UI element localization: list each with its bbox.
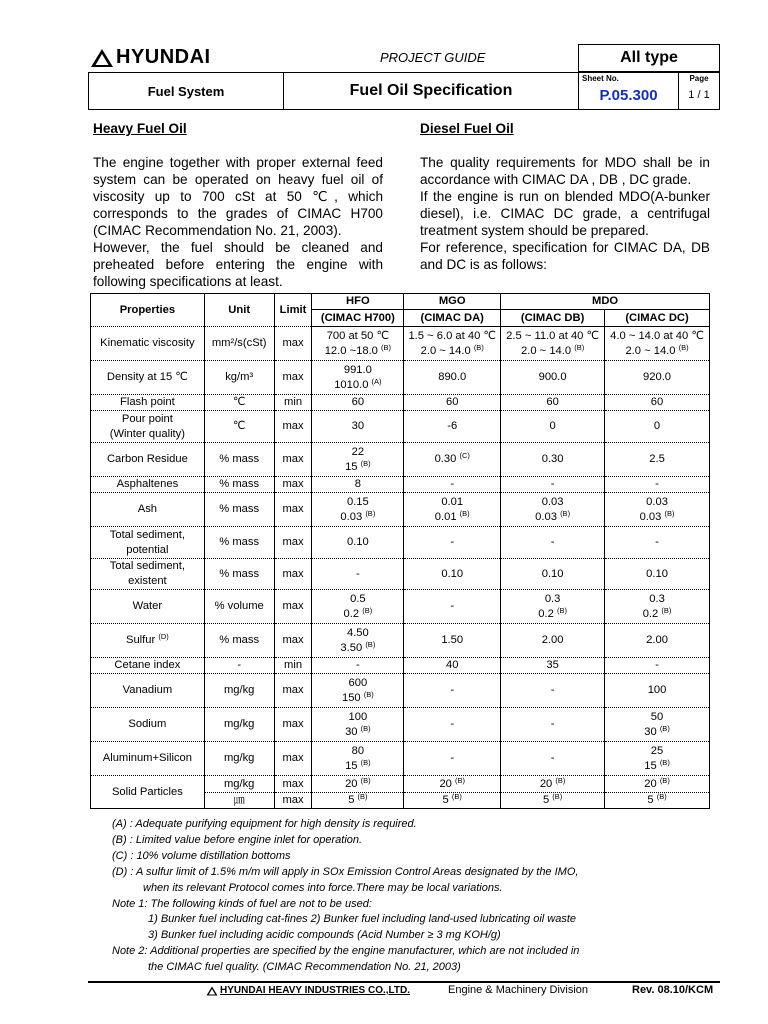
row-limit: min [274, 395, 312, 411]
page-number: 1 / 1 [688, 89, 710, 101]
row-unit: % mass [204, 493, 274, 527]
cell-db: 0.10 [501, 559, 605, 590]
cell-hfo: 600 150 $^{(B)}$ [312, 674, 404, 708]
row-limit: max [274, 443, 312, 477]
cell-mgo: 1.50 [404, 624, 501, 658]
table-row [91, 527, 710, 559]
cell-hfo: 30 [312, 411, 404, 443]
row-limit: max [274, 708, 312, 742]
row-unit: mg/kg [204, 674, 274, 708]
cell-dc: - [605, 527, 710, 559]
cell-mgo: 5 $^{(B)}$ [404, 793, 501, 809]
cell-db: 900.0 [501, 361, 605, 395]
row-limit: max [274, 624, 312, 658]
cell-db: - [501, 527, 605, 559]
cell-hfo: 60 [312, 395, 404, 411]
page-label: Page [689, 74, 709, 83]
cell-dc: 2.00 [605, 624, 710, 658]
footer-division: Engine & Machinery Division [448, 984, 589, 996]
cell-hfo: 22 15 $^{(B)}$ [312, 443, 404, 477]
sheet-number: P.05.300 [599, 87, 658, 104]
cell-dc: - [605, 658, 710, 674]
hyundai-triangle-icon [90, 48, 114, 68]
cell-mgo: 0.10 [404, 559, 501, 590]
header-limit: Limit [274, 294, 312, 327]
cell-mgo: - [404, 742, 501, 776]
header-mgo: MGO [404, 294, 501, 310]
heavy-fuel-oil-heading: Heavy Fuel Oil [93, 121, 187, 136]
cell-db: 20 $^{(B)}$ [501, 776, 605, 793]
row-unit: - [204, 658, 274, 674]
row-unit: % mass [204, 559, 274, 590]
cell-mgo: - [404, 527, 501, 559]
cell-dc: 2.5 [605, 443, 710, 477]
row-unit: ℃ [204, 395, 274, 411]
header-dc-grade: (CIMAC DC) [605, 310, 710, 327]
note-1-item-b: 3) Bunker fuel including acidic compounds (Acid Number ≥ 3 mg KOH/g) [148, 929, 501, 942]
table-row [91, 776, 710, 793]
cell-db: 0.03 0.03 $^{(B)}$ [501, 493, 605, 527]
cell-db: - [501, 742, 605, 776]
company-name: HYUNDAI HEAVY INDUSTRIES CO.,LTD. [220, 985, 411, 996]
cell-db: 0 [501, 411, 605, 443]
mdo-paragraph-1: The quality requirements for MDO shall be in accordance with CIMAC DA , DB , DC grade. [420, 155, 710, 187]
cell-dc: 60 [605, 395, 710, 411]
row-limit: max [274, 559, 312, 590]
row-property: Cetane index [91, 658, 205, 674]
note-a: (A) : Adequate purifying equipment for high density is required. [112, 818, 417, 830]
cell-db: 0.30 [501, 443, 605, 477]
row-unit: % mass [204, 527, 274, 559]
cell-hfo: 700 at 50 ℃ 12.0 ~18.0 $^{(B)}$ [312, 327, 404, 361]
cell-dc: 0.3 0.2 $^{(B)}$ [605, 590, 710, 624]
page-cell [679, 73, 719, 109]
cell-hfo: 4.50 3.50 $^{(B)}$ [312, 624, 404, 658]
row-unit: mg/kg [204, 742, 274, 776]
table-row [91, 658, 710, 674]
fuel-spec-table [90, 293, 710, 809]
row-unit: % volume [204, 590, 274, 624]
cell-mgo: - [404, 674, 501, 708]
cell-mgo: 40 [404, 658, 501, 674]
row-limit: max [274, 742, 312, 776]
row-property: Kinematic viscosity [91, 327, 205, 361]
cell-dc: 0.03 0.03 $^{(B)}$ [605, 493, 710, 527]
row-unit: kg/m³ [204, 361, 274, 395]
heavy-fuel-oil-section [93, 120, 383, 290]
note-1-item-a: 1) Bunker fuel including cat-fines 2) Bunker fuel including land-used lubricating oil waste [148, 913, 577, 926]
cell-db: 2.00 [501, 624, 605, 658]
cell-dc: 20 $^{(B)}$ [605, 776, 710, 793]
hfo-paragraph-1: The engine together with proper external feed system can be operated on heavy fuel oil of viscosity up to 700 cSt at 50 ℃, which corresponds to the grades of CIMAC H700 (CIMAC Recommendation No. 21, 2003). [93, 155, 383, 238]
row-unit: % mass [204, 477, 274, 493]
table-row [91, 395, 710, 411]
row-limit: max [274, 674, 312, 708]
cell-dc: 50 30 $^{(B)}$ [605, 708, 710, 742]
cell-mgo: -6 [404, 411, 501, 443]
diesel-fuel-oil-section [420, 120, 710, 273]
row-property: Carbon Residue [91, 443, 205, 477]
table-row [91, 493, 710, 527]
table-row [91, 477, 710, 493]
row-unit: mg/kg [204, 776, 274, 793]
all-type-box: All type [578, 44, 720, 72]
note-c: (C) : 10% volume distillation bottoms [112, 849, 291, 862]
row-unit: ㎛ [204, 793, 274, 809]
sheet-cell [579, 73, 679, 109]
note-2-continued: the CIMAC fuel quality. (CIMAC Recommendation No. 21, 2003) [148, 961, 461, 974]
cell-db: 35 [501, 658, 605, 674]
header-unit: Unit [204, 294, 274, 327]
row-unit: ℃ [204, 411, 274, 443]
cell-db: - [501, 477, 605, 493]
row-unit: % mass [204, 443, 274, 477]
cell-mgo: 0.30 $^{(C)}$ [404, 443, 501, 477]
row-property: Sodium [91, 708, 205, 742]
cell-db: 5 $^{(B)}$ [501, 793, 605, 809]
note-1: Note 1: The following kinds of fuel are not to be used: [112, 897, 372, 910]
table-row [91, 708, 710, 742]
sheet-label: Sheet No. [582, 74, 619, 83]
cell-db: 60 [501, 395, 605, 411]
cell-mgo: 0.01 0.01 $^{(B)}$ [404, 493, 501, 527]
table-row [91, 411, 710, 443]
table-row [91, 327, 710, 361]
row-limit: max [274, 793, 312, 809]
cell-db: - [501, 674, 605, 708]
cell-mgo: - [404, 477, 501, 493]
header-db-grade: (CIMAC DB) [501, 310, 605, 327]
row-property: Flash point [91, 395, 205, 411]
table-row [91, 590, 710, 624]
row-property: Density at 15 ℃ [91, 361, 205, 395]
cell-hfo: 0.10 [312, 527, 404, 559]
footer-company [206, 985, 410, 996]
row-limit: max [274, 477, 312, 493]
table-row [91, 443, 710, 477]
row-property: Solid Particles [91, 776, 205, 809]
row-limit: max [274, 361, 312, 395]
cell-hfo: - [312, 559, 404, 590]
mdo-paragraph-3: For reference, specification for CIMAC DA, DB and DC is as follows: [420, 240, 710, 272]
table-row [91, 361, 710, 395]
row-property: Pour point (Winter quality) [91, 411, 205, 443]
row-limit: min [274, 658, 312, 674]
note-d: (D) : A sulfur limit of 1.5% m/m will apply in SOx Emission Control Areas designated by the IMO, [112, 865, 579, 878]
document-title: Fuel Oil Specification [284, 73, 579, 109]
row-property: Total sediment, potential [91, 527, 205, 559]
row-property: Vanadium [91, 674, 205, 708]
cell-mgo: - [404, 590, 501, 624]
row-unit: mg/kg [204, 708, 274, 742]
diesel-fuel-oil-heading: Diesel Fuel Oil [420, 121, 514, 136]
row-limit: max [274, 493, 312, 527]
project-guide-label: PROJECT GUIDE [380, 50, 486, 65]
cell-hfo: 80 15 $^{(B)}$ [312, 742, 404, 776]
footer-rule [88, 981, 720, 983]
note-d-continued: when its relevant Protocol comes into force.There may be local variations. [143, 881, 503, 894]
row-property: Water [91, 590, 205, 624]
cell-db: - [501, 708, 605, 742]
row-limit: max [274, 590, 312, 624]
note-b: (B) : Limited value before engine inlet for operation. [112, 833, 363, 846]
row-unit: mm²/s(cSt) [204, 327, 274, 361]
cell-dc: 5 $^{(B)}$ [605, 793, 710, 809]
row-property: Aluminum+Silicon [91, 742, 205, 776]
header-properties: Properties [91, 294, 205, 327]
row-limit: max [274, 776, 312, 793]
mdo-paragraph-2: If the engine is run on blended MDO(A-bunker diesel), i.e. CIMAC DC grade, a centrifugal treatment system should be prepared. [420, 189, 710, 238]
brand-name: HYUNDAI [116, 46, 211, 68]
cell-db: 2.5 ~ 11.0 at 40 ℃ 2.0 ~ 14.0 $^{(B)}$ [501, 327, 605, 361]
cell-dc: 0 [605, 411, 710, 443]
footnotes [112, 817, 712, 976]
row-limit: max [274, 527, 312, 559]
hfo-paragraph-2: However, the fuel should be cleaned and preheated before entering the engine with following specifications at least. [93, 240, 383, 289]
cell-hfo: 0.5 0.2 $^{(B)}$ [312, 590, 404, 624]
row-limit: max [274, 327, 312, 361]
header-hfo: HFO [312, 294, 404, 310]
hyundai-logo [90, 46, 211, 69]
table-row [91, 742, 710, 776]
cell-hfo: 8 [312, 477, 404, 493]
header-mgo-grade: (CIMAC DA) [404, 310, 501, 327]
cell-dc: 4.0 ~ 14.0 at 40 ℃ 2.0 ~ 14.0 $^{(B)}$ [605, 327, 710, 361]
section-name: Fuel System [89, 73, 284, 109]
cell-hfo: 5 $^{(B)}$ [312, 793, 404, 809]
table-row [91, 674, 710, 708]
hyundai-triangle-icon [206, 986, 218, 996]
cell-hfo: - [312, 658, 404, 674]
cell-mgo: 60 [404, 395, 501, 411]
cell-dc: 0.10 [605, 559, 710, 590]
cell-mgo: 20 $^{(B)}$ [404, 776, 501, 793]
header-info-box [88, 72, 720, 110]
cell-hfo: 100 30 $^{(B)}$ [312, 708, 404, 742]
row-limit: max [274, 411, 312, 443]
cell-dc: 920.0 [605, 361, 710, 395]
cell-mgo: 890.0 [404, 361, 501, 395]
cell-dc: - [605, 477, 710, 493]
cell-mgo: 1.5 ~ 6.0 at 40 ℃ 2.0 ~ 14.0 $^{(B)}$ [404, 327, 501, 361]
row-property: Asphaltenes [91, 477, 205, 493]
cell-hfo: 991.0 1010.0 $^{(A)}$ [312, 361, 404, 395]
footer-revision: Rev. 08.10/KCM [632, 984, 714, 996]
table-row [91, 559, 710, 590]
cell-db: 0.3 0.2 $^{(B)}$ [501, 590, 605, 624]
cell-hfo: 20 $^{(B)}$ [312, 776, 404, 793]
row-property: Sulfur $^{(D)}$ [91, 624, 205, 658]
cell-dc: 25 15 $^{(B)}$ [605, 742, 710, 776]
row-unit: % mass [204, 624, 274, 658]
row-property: Ash [91, 493, 205, 527]
header-hfo-grade: (CIMAC H700) [312, 310, 404, 327]
table-row [91, 624, 710, 658]
row-property: Total sediment, existent [91, 559, 205, 590]
cell-mgo: - [404, 708, 501, 742]
header-mdo: MDO [501, 294, 710, 310]
note-2: Note 2: Additional properties are specified by the engine manufacturer, which are not included in [112, 945, 580, 958]
cell-hfo: 0.15 0.03 $^{(B)}$ [312, 493, 404, 527]
cell-dc: 100 [605, 674, 710, 708]
